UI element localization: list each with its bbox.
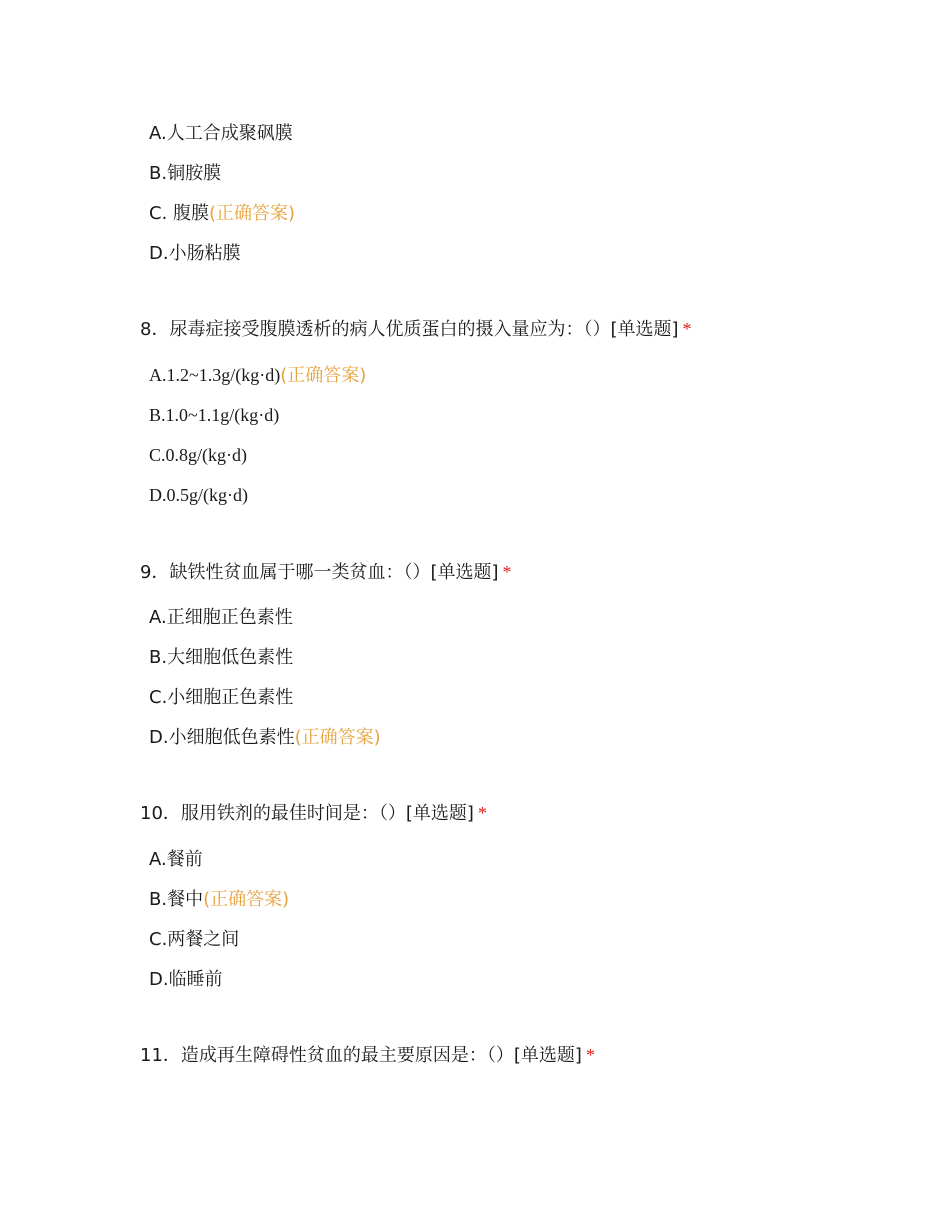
- option-text: A.人工合成聚砜膜: [149, 123, 293, 144]
- question-title: [140, 802, 487, 825]
- correct-answer-mark: (正确答案): [203, 889, 290, 910]
- option-8a: [149, 364, 366, 387]
- option-7c: [149, 202, 295, 225]
- option-text: C.0.8g/(kg·d): [149, 445, 247, 465]
- option-9d: [149, 726, 381, 749]
- option-text: A.餐前: [149, 849, 203, 870]
- option-10b: [149, 888, 289, 911]
- option-text: C.两餐之间: [149, 929, 240, 950]
- question-title-text: 9．缺铁性贫血属于哪一类贫血：（）[单选题]: [140, 562, 499, 583]
- option-7b: [149, 162, 221, 185]
- correct-answer-mark: (正确答案): [294, 727, 381, 748]
- option-text: D.临睡前: [149, 969, 223, 990]
- option-7a: [149, 122, 293, 145]
- required-mark: *: [502, 562, 512, 582]
- question-title-text: 8．尿毒症接受腹膜透析的病人优质蛋白的摄入量应为：（）[单选题]: [140, 319, 679, 340]
- option-text: B.1.0~1.1g/(kg·d): [149, 405, 280, 425]
- question-title-text: 10．服用铁剂的最佳时间是：（）[单选题]: [140, 803, 474, 824]
- required-mark: *: [477, 803, 487, 823]
- option-text: D.0.5g/(kg·d): [149, 485, 248, 505]
- question-title: [140, 318, 692, 341]
- option-text: C.小细胞正色素性: [149, 687, 294, 708]
- option-text: D.小肠粘膜: [149, 243, 241, 264]
- required-mark: *: [682, 319, 692, 339]
- option-8d: [149, 484, 248, 507]
- option-9b: [149, 646, 293, 669]
- question-title: [140, 1044, 595, 1067]
- option-9a: [149, 606, 293, 629]
- option-text: C. 腹膜: [149, 203, 210, 224]
- option-text: A.1.2~1.3g/(kg·d): [149, 365, 281, 385]
- option-text: A.正细胞正色素性: [149, 607, 293, 628]
- option-text: D.小细胞低色素性: [149, 727, 295, 748]
- question-title: [140, 561, 512, 584]
- option-8b: [149, 404, 279, 427]
- option-text: B.餐中: [149, 889, 204, 910]
- option-9c: [149, 686, 293, 709]
- required-mark: *: [585, 1045, 595, 1065]
- option-text: B.铜胺膜: [149, 163, 222, 184]
- correct-answer-mark: (正确答案): [209, 203, 296, 224]
- question-title-text: 11．造成再生障碍性贫血的最主要原因是：（）[单选题]: [140, 1045, 582, 1066]
- option-10c: [149, 928, 239, 951]
- option-7d: [149, 242, 241, 265]
- correct-answer-mark: (正确答案): [280, 365, 367, 386]
- option-8c: [149, 444, 247, 467]
- option-text: B.大细胞低色素性: [149, 647, 294, 668]
- option-10d: [149, 968, 223, 991]
- option-10a: [149, 848, 203, 871]
